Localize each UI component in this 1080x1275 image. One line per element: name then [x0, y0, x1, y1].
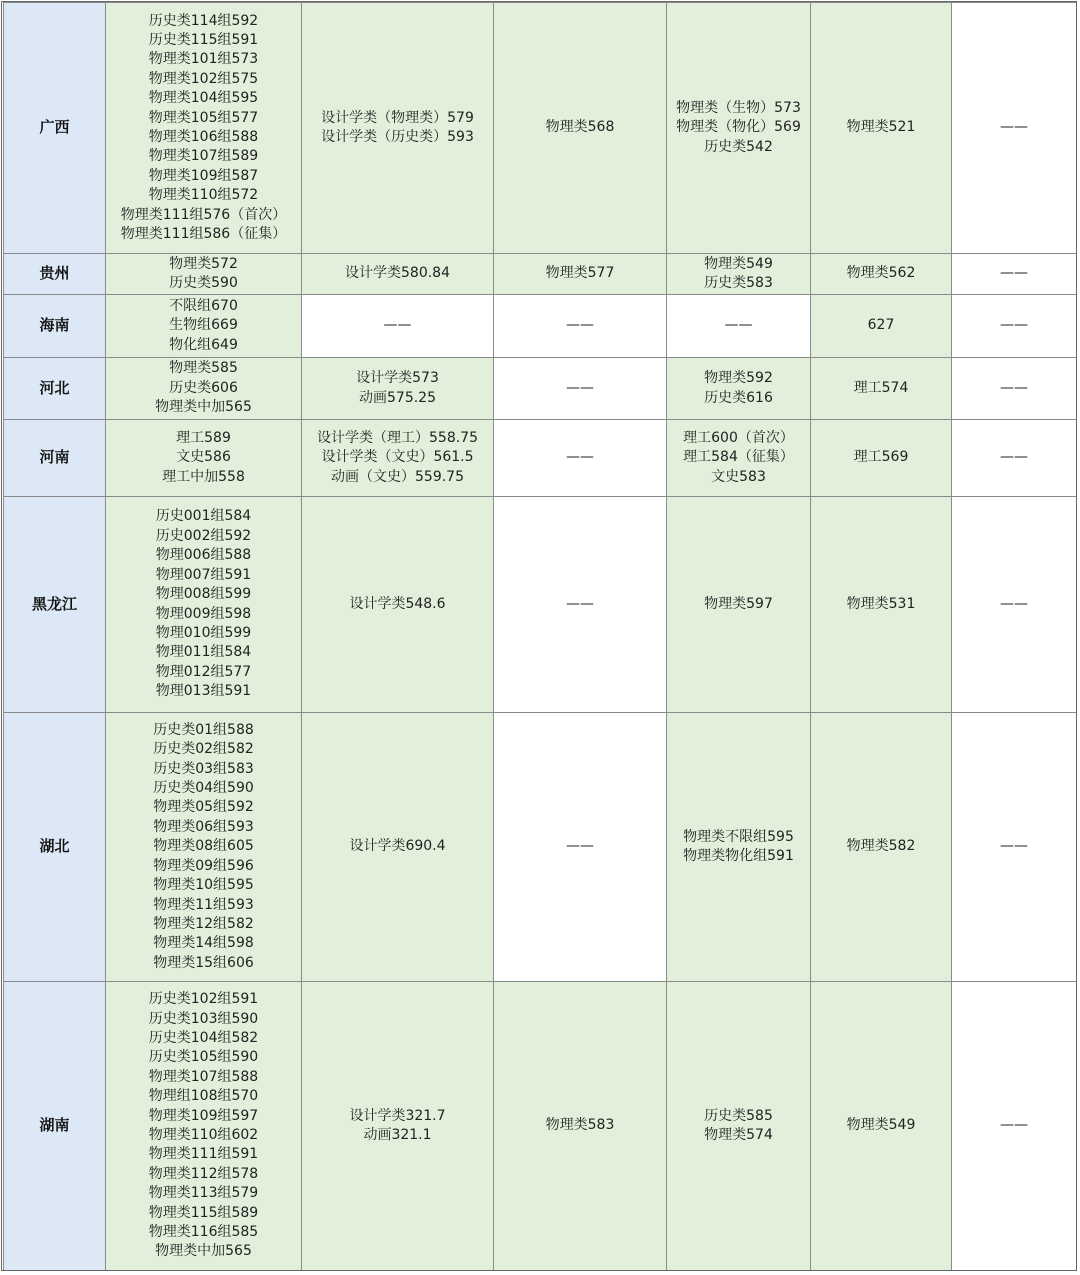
cell-line: 物理012组577	[155, 663, 252, 680]
col4-scores-cell	[667, 358, 811, 420]
col6-scores-cell	[952, 982, 1077, 1271]
table-row	[4, 358, 1077, 420]
design-art-scores-cell	[302, 497, 494, 713]
cell-line: ——	[1000, 317, 1028, 334]
cell-line: 历史类583	[704, 275, 773, 291]
cell-line: 物理类111组576（首次）	[120, 206, 287, 223]
col3-scores-cell	[494, 295, 667, 358]
cell-line: 理工589	[176, 429, 231, 446]
cell-line: 物理类105组577	[148, 109, 259, 126]
cell-line: 物理类09组596	[153, 857, 254, 874]
design-art-scores-cell	[302, 295, 494, 358]
cell-line: 物理类113组579	[148, 1185, 259, 1202]
cell-line: 物理类562	[846, 265, 916, 282]
cell-line: 物理组108组570	[148, 1088, 259, 1105]
cell-line: ——	[566, 838, 594, 855]
admission-groups-cell	[106, 497, 302, 713]
col4-scores-cell	[667, 982, 811, 1271]
province-cell: 河南	[4, 420, 106, 497]
cell-line: 设计学类690.4	[349, 838, 446, 855]
cell-line: 物理类107组588	[148, 1068, 259, 1085]
col4-scores-cell	[667, 420, 811, 497]
cell-line: 理工569	[853, 449, 909, 466]
cell-line: 物理类14组598	[153, 935, 254, 952]
province-cell: 黑龙江	[4, 497, 106, 713]
col4-scores-cell	[667, 254, 811, 295]
cell-line: 物理006组588	[155, 547, 252, 564]
col3-scores-cell	[494, 3, 667, 254]
scores-table	[3, 2, 1077, 1271]
table-row	[4, 982, 1077, 1271]
col5-scores-cell	[811, 713, 952, 982]
design-art-scores-cell	[302, 3, 494, 254]
cell-line: 物理类06组593	[153, 818, 254, 835]
cell-line: 物理类15组606	[153, 954, 254, 971]
col6-scores-cell	[952, 3, 1077, 254]
cell-line: 物理类585	[169, 360, 238, 377]
cell-line: 理工600（首次）	[683, 429, 794, 446]
cell-line: 627	[867, 317, 895, 334]
col4-scores-cell	[667, 295, 811, 358]
cell-line: 物理类531	[846, 595, 916, 612]
cell-line: 设计学类580.84	[345, 265, 450, 282]
cell-line: 物理类574	[704, 1127, 773, 1143]
cell-line: 历史001组584	[155, 508, 252, 525]
province-cell: 河北	[4, 358, 106, 420]
cell-line: 历史类01组588	[153, 721, 254, 738]
cell-line: 物理类106组588	[148, 129, 259, 145]
table-row	[4, 295, 1077, 358]
admission-groups-cell	[106, 3, 302, 254]
cell-line: 设计学类（物理类）579	[321, 109, 474, 126]
cell-line: 历史类616	[704, 389, 773, 406]
cell-line: 文史583	[711, 468, 766, 485]
design-art-scores-cell	[302, 358, 494, 420]
cell-line: 物理类112组578	[148, 1165, 259, 1182]
col4-scores-cell	[667, 713, 811, 982]
table-row	[4, 497, 1077, 713]
admission-groups-cell	[106, 254, 302, 295]
table-row	[4, 420, 1077, 497]
cell-line: 物理类101组573	[148, 51, 259, 68]
cell-line: 物理类111组591	[148, 1146, 259, 1163]
cell-line: 物理类549	[846, 1117, 916, 1134]
cell-line: 历史类03组583	[153, 760, 254, 777]
cell-line: 理工584（征集）	[683, 449, 794, 466]
cell-line: 物理类597	[704, 595, 773, 612]
province-cell: 湖南	[4, 982, 106, 1271]
cell-line: 历史类02组582	[153, 741, 254, 758]
cell-line: 物理类08组605	[153, 838, 254, 855]
cell-line: 历史类115组591	[148, 31, 259, 48]
cell-line: 历史类590	[169, 275, 238, 291]
col4-scores-cell	[667, 497, 811, 713]
cell-line: 文史586	[176, 449, 231, 466]
cell-line: ——	[724, 317, 753, 334]
cell-line: 不限组670	[169, 297, 238, 314]
cell-line: ——	[1000, 595, 1028, 612]
col5-scores-cell	[811, 358, 952, 420]
cell-line: 设计学类（理工）558.75	[317, 429, 478, 446]
cell-line: ——	[1000, 265, 1028, 282]
cell-line: ——	[1000, 1117, 1028, 1134]
admission-groups-cell	[106, 982, 302, 1271]
col5-scores-cell	[811, 982, 952, 1271]
cell-line: 物理类110组602	[148, 1127, 259, 1143]
cell-line: 理工574	[853, 379, 909, 396]
cell-line: 物理007组591	[155, 566, 252, 583]
col3-scores-cell	[494, 497, 667, 713]
cell-line: 物理类572	[169, 255, 238, 272]
cell-line: 物理011组584	[155, 644, 252, 661]
col3-scores-cell	[494, 358, 667, 420]
cell-line: 物理类物化组591	[683, 848, 794, 864]
admission-groups-cell	[106, 358, 302, 420]
admission-groups-cell	[106, 713, 302, 982]
cell-line: 物理类521	[846, 119, 916, 136]
cell-line: 物理类10组595	[153, 877, 254, 894]
cell-line: 物理类05组592	[153, 799, 254, 816]
col6-scores-cell	[952, 420, 1077, 497]
cell-line: ——	[1000, 119, 1028, 136]
cell-line: ——	[566, 317, 594, 334]
cell-line: 历史类103组590	[148, 1010, 259, 1027]
table-row	[4, 713, 1077, 982]
admission-groups-cell	[106, 295, 302, 358]
col6-scores-cell	[952, 358, 1077, 420]
cell-line: 物理类104组595	[148, 90, 259, 107]
cell-line: 物理013组591	[155, 683, 252, 700]
design-art-scores-cell	[302, 713, 494, 982]
province-cell: 湖北	[4, 713, 106, 982]
cell-line: 物理类592	[704, 370, 773, 387]
cell-line: 历史类585	[704, 1107, 773, 1124]
col5-scores-cell	[811, 295, 952, 358]
cell-line: 设计学类（文史）561.5	[321, 449, 474, 466]
cell-line: ——	[1000, 379, 1028, 396]
table-row	[4, 3, 1077, 254]
cell-line: ——	[1000, 838, 1028, 855]
col5-scores-cell	[811, 497, 952, 713]
province-cell: 贵州	[4, 254, 106, 295]
cell-line: 设计学类（历史类）593	[321, 129, 474, 145]
table-body	[4, 3, 1077, 1271]
cell-line: 设计学类548.6	[349, 595, 446, 612]
cell-line: 历史类102组591	[148, 991, 259, 1008]
cell-line: 设计学类321.7	[349, 1107, 446, 1124]
cell-line: 物理类12组582	[153, 915, 254, 932]
col5-scores-cell	[811, 420, 952, 497]
cell-line: ——	[566, 379, 594, 396]
cell-line: 历史类04组590	[153, 780, 254, 797]
cell-line: 物理类中加565	[155, 1243, 252, 1260]
cell-line: 历史类542	[704, 138, 773, 155]
col5-scores-cell	[811, 254, 952, 295]
col6-scores-cell	[952, 254, 1077, 295]
cell-line: 历史类606	[169, 379, 238, 396]
cell-line: 物理类102组575	[148, 70, 259, 87]
col5-scores-cell	[811, 3, 952, 254]
col3-scores-cell	[494, 420, 667, 497]
cell-line: 动画（文史）559.75	[331, 468, 464, 485]
cell-line: 历史类114组592	[148, 12, 259, 29]
cell-line: 物理类549	[704, 255, 773, 272]
cell-line: 物理类577	[545, 265, 615, 282]
cell-line: 历史002组592	[155, 527, 252, 544]
col6-scores-cell	[952, 295, 1077, 358]
cell-line: 物理类110组572	[148, 187, 259, 204]
cell-line: 生物组669	[169, 317, 238, 334]
admission-groups-cell	[106, 420, 302, 497]
design-art-scores-cell	[302, 982, 494, 1271]
cell-line: 物理类中加565	[155, 399, 252, 416]
cell-line: 物理类不限组595	[683, 828, 794, 845]
cell-line: 物理类109组597	[148, 1107, 259, 1124]
cell-line: 设计学类573	[356, 370, 439, 387]
cell-line: 物理类107组589	[148, 148, 259, 165]
cell-line: 物理类582	[846, 838, 916, 855]
cell-line: 物理类568	[545, 119, 615, 136]
col6-scores-cell	[952, 713, 1077, 982]
cell-line: 物理类583	[545, 1117, 615, 1134]
col3-scores-cell	[494, 713, 667, 982]
col3-scores-cell	[494, 254, 667, 295]
cell-line: 物理类115组589	[148, 1204, 259, 1221]
cell-line: 历史类104组582	[148, 1029, 259, 1046]
cell-line: 物理类116组585	[148, 1224, 259, 1241]
cell-line: 动画575.25	[359, 389, 436, 406]
table-row	[4, 254, 1077, 295]
province-cell: 广西	[4, 3, 106, 254]
cell-line: 物理类（物化）569	[676, 119, 801, 136]
cell-line: 物理类11组593	[153, 896, 254, 913]
cell-line: 历史类105组590	[148, 1049, 259, 1066]
cell-line: ——	[566, 449, 594, 466]
cell-line: 物化组649	[169, 336, 238, 353]
col6-scores-cell	[952, 497, 1077, 713]
cell-line: 物理类109组587	[148, 167, 259, 184]
cell-line: 物理009组598	[155, 605, 252, 622]
design-art-scores-cell	[302, 254, 494, 295]
col3-scores-cell	[494, 982, 667, 1271]
col4-scores-cell	[667, 3, 811, 254]
province-cell: 海南	[4, 295, 106, 358]
cell-line: 物理010组599	[155, 624, 252, 641]
cell-line: 物理008组599	[155, 586, 252, 603]
cell-line: 理工中加558	[162, 468, 245, 485]
cell-line: 动画321.1	[363, 1127, 432, 1143]
cell-line: ——	[383, 317, 412, 334]
cell-line: 物理类111组586（征集）	[120, 226, 287, 243]
cell-line: 物理类（生物）573	[676, 99, 801, 116]
cell-line: ——	[1000, 449, 1028, 466]
cell-line: ——	[566, 595, 594, 612]
design-art-scores-cell	[302, 420, 494, 497]
